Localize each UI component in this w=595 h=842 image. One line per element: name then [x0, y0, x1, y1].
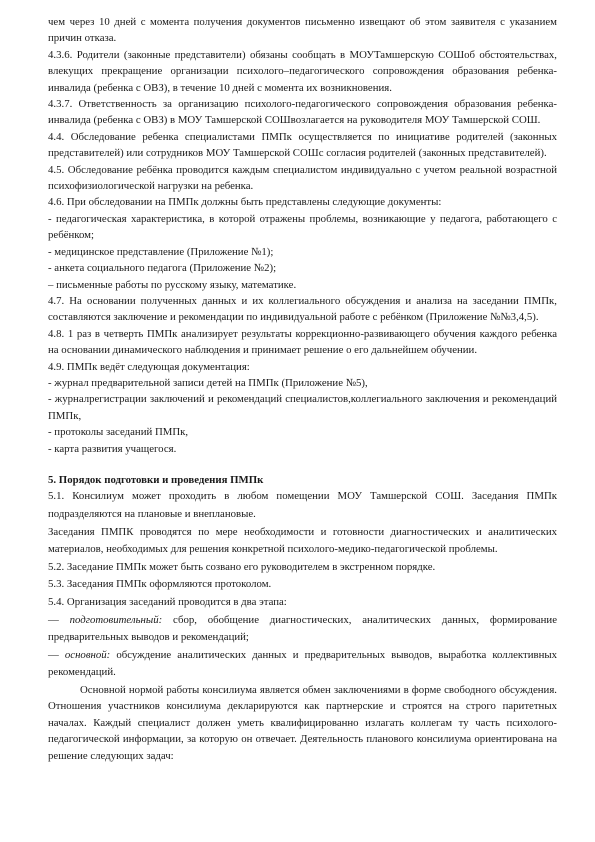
- paragraph: 4.3.6. Родители (законные представители) обязаны сообщать в МОУТамшерскую СОШоб обстоятельствах, влекущих прекращение организации психолого–педагогического сопровождения образования ребенка-инвалида (ребенка с ОВЗ), в течение 10 дней с момента их возникновения.: [48, 48, 557, 94]
- paragraph: 5.2. Заседание ПМПк может быть созвано его руководителем в экстренном порядке.: [48, 560, 436, 573]
- paragraph: 4.6. При обследовании на ПМПк должны быть представлены следующие документы:: [48, 196, 442, 209]
- paragraph: 4.8. 1 раз в четверть ПМПк анализирует результаты коррекционно-развивающего обучения каждого ребенка на основании динамического наблюдения и принимает решение о его дальнейшем обучении.: [48, 327, 557, 357]
- stage-text: сбор, обобщение диагностических, аналитических данных, формирование предварительных выводов и рекомендаций;: [48, 613, 557, 644]
- spacer: [48, 457, 557, 472]
- paragraph: 4.3.7. Ответственность за организацию психолого-педагогического сопровождения образования ребенка-инвалида (ребенка с ОВЗ) в МОУ Тамшерской СОШвозлагается на руководителя МОУ Тамшерской СОШ.: [48, 98, 557, 127]
- list-item: - журналрегистрации заключений и рекомендаций специалистов,коллегиального заключения и рекомендаций ПМПк,: [48, 393, 557, 422]
- list-item: – письменные работы по русскому языку, математике.: [48, 278, 297, 291]
- section-title: 5. Порядок подготовки и проведения ПМПк: [48, 473, 264, 486]
- stage-text: обсуждение аналитических данных и предварительных выводов, выработка коллективных рекомендаций.: [48, 648, 558, 679]
- stage-name: подготовительный:: [69, 613, 163, 626]
- list-item: - анкета социального педагога (Приложение №2);: [48, 262, 277, 275]
- paragraph: 5.1. Консилиум может проходить в любом помещении МОУ Тамшерской СОШ. Заседания ПМПк подразделяются на плановые и внеплановые.: [48, 490, 557, 520]
- stage-item-preparatory: [48, 612, 557, 647]
- stage-name: основной:: [64, 648, 111, 661]
- paragraph: 4.5. Обследование ребёнка проводится каждым специалистом индивидуально с учетом реальной возрастной психофизиологической нагрузки на ребенка.: [48, 163, 557, 193]
- paragraph: Основной нормой работы консилиума является обмен заключениями в форме свободного обсуждения. Отношения участников консилиума декларируются как партнерские и строятся на строго паритетных началах. Каждый специалист должен уметь квалифицированно излагать коллегам ту часть психолого-педагогической информации, за которую он отвечает. Деятельность планового консилиума ориентирована на решение следующих задач:: [48, 683, 557, 762]
- stage-dash: —: [48, 648, 65, 661]
- paragraph: 5.3. Заседания ПМПк оформляются протоколом.: [48, 578, 272, 591]
- stage-item-main: [48, 647, 557, 682]
- list-item: - протоколы заседаний ПМПк,: [48, 426, 189, 439]
- stage-dash: —: [48, 613, 70, 626]
- list-item: - карта развития учащегося.: [48, 442, 177, 455]
- list-item: - медицинское представление (Приложение №1);: [48, 245, 274, 258]
- paragraph: 4.7. На основании полученных данных и их коллегиального обсуждения и анализа на заседании ПМПк, составляются заключение и рекомендации по индивидуальной работе с ребёнком (Приложение №№3,4,5).: [48, 294, 557, 324]
- paragraph: 4.9. ПМПк ведёт следующая документация:: [48, 360, 250, 373]
- document-page: [48, 14, 557, 764]
- paragraph: 5.4. Организация заседаний проводится в два этапа:: [48, 595, 287, 608]
- list-item: - журнал предварительной записи детей на ПМПк (Приложение №5),: [48, 376, 368, 389]
- list-item: - педагогическая характеристика, в которой отражены проблемы, возникающие у педагога, работающего с ребёнком;: [48, 212, 557, 242]
- paragraph: Заседания ПМПК проводятся по мере необходимости и готовности диагностических и аналитических материалов, необходимых для решения конкретной психолого-медико-педагогической проблемы.: [48, 525, 557, 556]
- paragraph: 4.4. Обследование ребенка специалистами ПМПк осуществляется по инициативе родителей (законных представителей) или сотрудников МОУ Тамшерской СОШс согласия родителей (законных представителей).: [48, 130, 557, 160]
- paragraph: чем через 10 дней с момента получения документов письменно извещают об этом заявителя с указанием причин отказа.: [48, 16, 557, 45]
